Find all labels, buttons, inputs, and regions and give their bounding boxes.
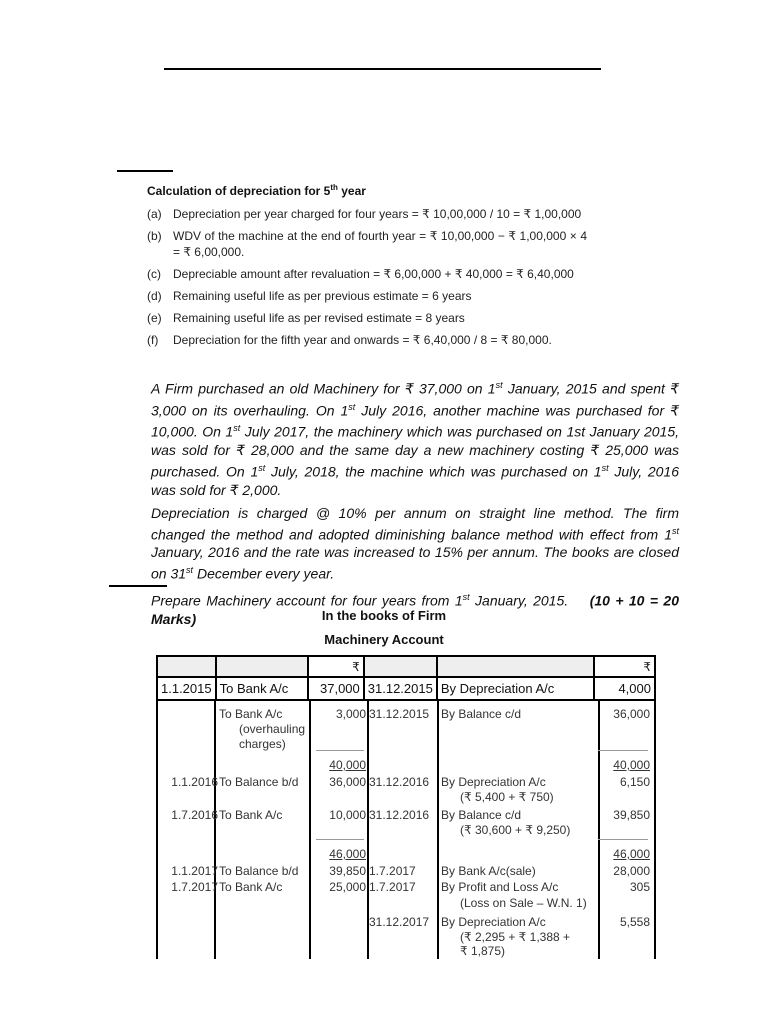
calculation-section — [147, 183, 587, 354]
ledger-date: 1.7.2017 — [171, 880, 218, 894]
question-paragraph-2: Depreciation is charged @ 10% per annum on straight line method. The firm changed the method and adopted diminishing balance method with effect from 1st January, 2016 and the rate was increased to 15% per annum. The books are closed on 31st December every year. — [151, 504, 679, 582]
ledger-particulars-note: (₹ 2,295 + ₹ 1,388 + — [460, 930, 571, 944]
ledger-particulars: To Bank A/c — [219, 707, 283, 721]
ledger-header — [156, 655, 656, 701]
ledger-particulars: By Balance c/d — [441, 808, 522, 822]
ledger-date: 1.7.2017 — [369, 864, 416, 878]
calc-item: (b) WDV of the machine at the end of fourth year = ₹ 10,00,000 − ₹ 1,00,000 × 4 = ₹ 6,00,000. — [147, 229, 587, 259]
ledger-date: 31.12.2016 — [369, 775, 430, 789]
top-rule — [164, 68, 601, 70]
ledger-particulars: By Depreciation A/c — [441, 915, 546, 929]
ledger-particulars-note: (Loss on Sale – W.N. 1) — [460, 896, 587, 910]
calc-item: (a) Depreciation per year charged for four years = ₹ 10,00,000 / 10 = ₹ 1,00,000 — [147, 207, 582, 221]
ledger-amount: 10,000 — [329, 808, 366, 822]
calc-item: (e) Remaining useful life as per revised estimate = 8 years — [147, 311, 465, 325]
ledger-particulars: By Depreciation A/c — [437, 677, 594, 700]
ledger-date: 1.7.2017 — [369, 880, 416, 894]
ledger-date: 31.12.2015 — [364, 677, 437, 700]
ledger-particulars: By Depreciation A/c — [441, 775, 546, 789]
ledger-particulars-note: (₹ 5,400 + ₹ 750) — [460, 790, 554, 804]
column-divider — [214, 701, 216, 959]
ledger-particulars: To Balance b/d — [219, 864, 299, 878]
ledger-total: 46,000 — [613, 847, 650, 861]
subtotal-rule — [598, 839, 648, 840]
rupee-header-credit: ₹ — [594, 656, 655, 677]
ledger-body — [156, 701, 658, 959]
ledger-amount: 36,000 — [329, 775, 366, 789]
rupee-header-debit: ₹ — [308, 656, 364, 677]
ledger-total: 46,000 — [329, 847, 366, 861]
ledger-date: 31.12.2017 — [369, 915, 430, 929]
ledger-amount: 28,000 — [613, 864, 650, 878]
ledger-particulars: To Bank A/c — [219, 808, 283, 822]
ledger-particulars-note: (overhauling — [239, 722, 306, 736]
ledger-date: 1.7.2016 — [171, 808, 218, 822]
calc-item: (c) Depreciable amount after revaluation = ₹ 6,00,000 + ₹ 40,000 = ₹ 6,40,000 — [147, 267, 574, 281]
question-paragraph-3: Prepare Machinery account for four years from 1st January, 2015. (10 + 10 = 20 Marks) — [151, 591, 679, 627]
ledger-particulars: To Bank A/c — [219, 880, 283, 894]
ledger-total: 40,000 — [613, 758, 650, 772]
ledger-amount: 37,000 — [308, 677, 364, 700]
subtotal-rule — [598, 750, 648, 751]
ledger-header-particulars-cell — [437, 656, 594, 677]
ledger-total: 40,000 — [329, 758, 366, 772]
ledger-header-date-cell — [157, 656, 216, 677]
ledger-amount: 4,000 — [594, 677, 655, 700]
subtotal-rule — [316, 750, 364, 751]
marks-label: (10 + 10 = 20 Marks) — [151, 592, 679, 627]
calculation-title: Calculation of depreciation for 5th year — [147, 183, 366, 198]
ledger-particulars: To Bank A/c — [216, 677, 309, 700]
ledger-date: 31.12.2016 — [369, 808, 430, 822]
ledger-amount: 39,850 — [329, 864, 366, 878]
ledger-amount: 6,150 — [619, 775, 650, 789]
ledger-date: 1.1.2015 — [157, 677, 216, 700]
column-divider — [437, 701, 439, 959]
calc-item: (f) Depreciation for the fifth year and onwards = ₹ 6,40,000 / 8 = ₹ 80,000. — [147, 333, 552, 347]
books-heading: In the books of Firm — [321, 608, 447, 623]
ledger-amount: 36,000 — [613, 707, 650, 721]
ledger-amount: 25,000 — [329, 880, 366, 894]
ledger-particulars: By Profit and Loss A/c — [441, 880, 559, 894]
column-divider — [309, 701, 311, 959]
question-text — [151, 376, 679, 633]
ledger-particulars-note: ₹ 1,875) — [460, 944, 505, 958]
ledger-particulars-note: (₹ 30,600 + ₹ 9,250) — [460, 823, 571, 837]
ledger-date: 1.1.2017 — [171, 864, 218, 878]
ledger-header-date-cell — [364, 656, 437, 677]
ledger-amount: 5,558 — [619, 915, 650, 929]
section-rule — [109, 585, 167, 587]
calc-item: (d) Remaining useful life as per previous estimate = 6 years — [147, 289, 472, 303]
ledger-amount: 305 — [629, 880, 650, 894]
question-paragraph-1: A Firm purchased an old Machinery for ₹ 37,000 on 1st January, 2015 and spent ₹ 3,000 on its overhauling. On 1st July 2016, another machine was purchased for ₹ 10,000. On 1st July 2017, the machinery which was purchased on 1st January 2015, was sold for ₹ 28,000 and the same day a new machinery costing ₹ 25,000 was purchased. On 1st July, 2018, the machine which was purchased on 1st July, 2016 was sold for ₹ 2,000. — [151, 380, 680, 498]
ledger-particulars: By Balance c/d — [441, 707, 522, 721]
ledger-date: 1.1.2016 — [171, 775, 218, 789]
ledger-particulars: To Balance b/d — [219, 775, 299, 789]
ledger-particulars-note: charges) — [239, 737, 286, 751]
ledger-date: 31.12.2015 — [369, 707, 430, 721]
ledger-header-particulars-cell — [216, 656, 309, 677]
column-divider — [654, 701, 656, 959]
ledger-amount: 3,000 — [335, 707, 366, 721]
subtotal-rule — [316, 839, 364, 840]
section-rule — [117, 170, 173, 172]
account-heading: Machinery Account — [324, 632, 444, 647]
ledger-particulars: By Bank A/c(sale) — [441, 864, 536, 878]
ledger-amount: 39,850 — [613, 808, 650, 822]
